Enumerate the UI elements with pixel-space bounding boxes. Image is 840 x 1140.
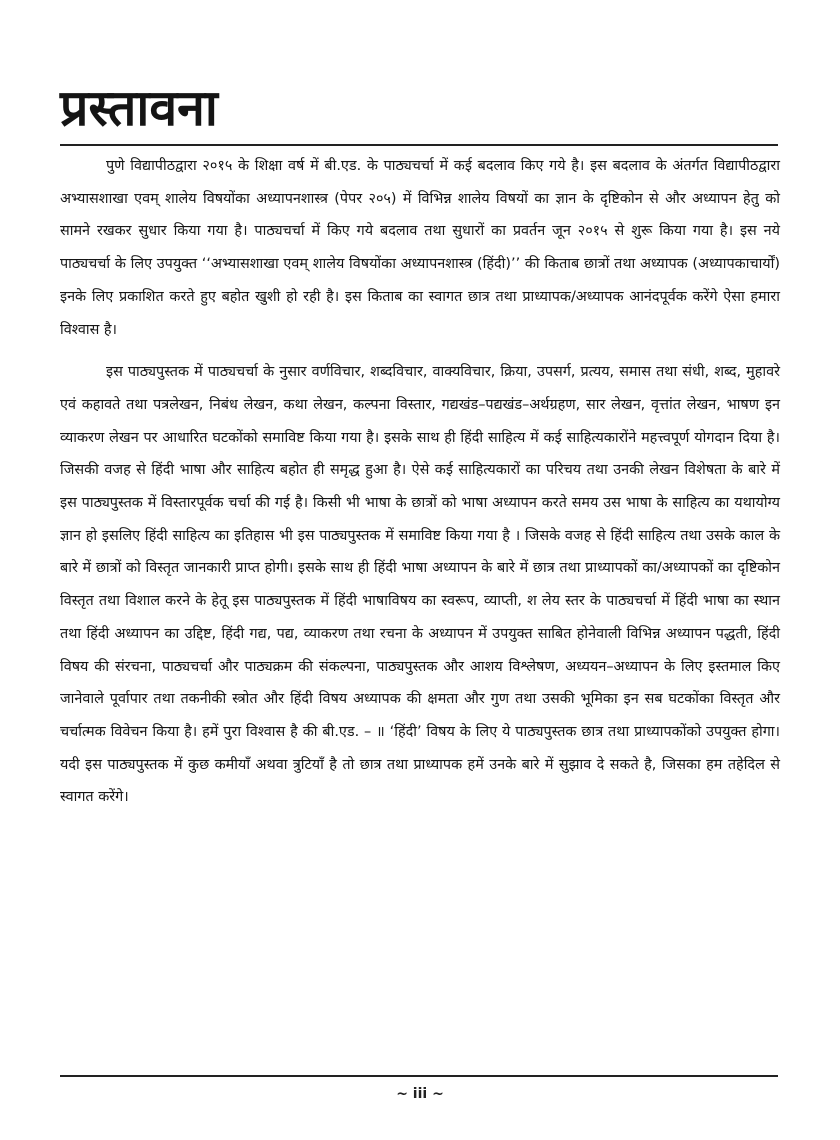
page-title: प्रस्तावना (60, 79, 218, 137)
paragraph-intro: पुणे विद्यापीठद्वारा २०१५ के शिक्षा वर्ष में बी.एड. के पाठ्यचर्चा में कई बदलाव किए गये है। इस बदलाव के अंतर्गत विद्यापीठद्वारा अभ्यासशाखा एवम् शालेय विषयोंका अध्यापनशास्त्र (पेपर २०५) में विभिन्न शालेय विषयों का ज्ञान के दृष्टिकोन से और अध्यापन हेतु को सामने रखकर सुधार किया गया है। पाठ्यचर्चा में किए गये बदलाव तथा सुधारों का प्रवर्तन जून २०१५ से शुरू किया गया है। इस नये पाठ्यचर्चा के लिए उपयुक्त ‘‘अभ्यासशाखा एवम् शालेय विषयोंका अध्यापनशास्त्र (हिंदी)’’ की किताब छात्रों तथा अध्यापक (अध्यापकाचार्यों) इनके लिए प्रकाशित करते हुए बहोत खुशी हो रही है। इस किताब का स्वागत छात्र तथा प्राध्यापक/अध्यापक आनंदपूर्वक करेंगे ऐसा हमारा विश्वास है। (60, 158, 780, 338)
document-page (60, 76, 780, 814)
title-divider (60, 144, 778, 146)
paragraph-contents: इस पाठ्यपुस्तक में पाठ्यचर्चा के नुसार वर्णविचार, शब्दविचार, वाक्यविचार, क्रिया, उपसर्ग, प्रत्यय, समास तथा संधी, शब्द, मुहावरे एवं कहावते तथा पत्रलेखन, निबंध लेखन, कथा लेखन, कल्पना विस्तार, गद्यखंड–पद्यखंड–अर्थग्रहण, सार लेखन, वृत्तांत लेखन, भाषण इन व्याकरण लेखन पर आधारित घटकोंको समाविष्ट किया गया है। इसके साथ ही हिंदी साहित्य में कई साहित्यकारोंने महत्त्वपूर्ण योगदान दिया है। जिसकी वजह से हिंदी भाषा और साहित्य बहोत ही समृद्ध हुआ है। ऐसे कई साहित्यकारों का परिचय तथा उनकी लेखन विशेषता के बारे में इस पाठ्यपुस्तक में विस्तारपूर्वक चर्चा की गई है। किसी भी भाषा के छात्रों को भाषा अध्यापन करते समय उस भाषा के साहित्य का यथायोग्य ज्ञान हो इसलिए हिंदी साहित्य का इतिहास भी इस पाठ्यपुस्तक में समाविष्ट किया गया है । जिसके वजह से हिंदी साहित्य तथा उसके काल के बारे में छात्रों को विस्तृत जानकारी प्राप्त होगी। इसके साथ ही हिंदी भाषा अध्यापन के बारे में छात्र तथा प्राध्यापकों का/अध्यापकों का दृष्टिकोन विस्तृत तथा विशाल करने के हेतू इस पाठ्यपुस्तक में हिंदी भाषाविषय का स्वरूप, व्याप्ती, श लेय स्तर के पाठ्यचर्चा में हिंदी भाषा का स्थान तथा हिंदी अध्यापन का उद्दिष्ट, हिंदी गद्य, पद्य, व्याकरण तथा रचना के अध्यापन में उपयुक्त साबित होनेवाली विभिन्न अध्यापन पद्धती, हिंदी विषय की संरचना, पाठ्यचर्चा और पाठ्यक्रम की संकल्पना, पाठ्यपुस्तक और आशय विश्लेषण, अध्ययन–अध्यापन के लिए इस्तमाल किए जानेवाले पूर्वापार तथा तकनीकी स्त्रोत और हिंदी विषय अध्यापक की क्षमता और गुण तथा उसकी भूमिका इन सब घटकोंका विस्तृत और चर्चात्मक विवेचन किया है। हमें पुरा विश्वास है की बी.एड. – ॥ ‘हिंदी’ विषय के लिए ये पाठ्यपुस्तक छात्र तथा प्राध्यापकोंको उपयुक्त होगा। यदी इस पाठ्यपुस्तक में कुछ कमीयाँ अथवा त्रुटियाँ है तो छात्र तथा प्राध्यापक हमें उनके बारे में सुझाव दे सकते है, जिसका हम तहेदिल से स्वागत करेंगे। (60, 364, 780, 806)
page-number: ~ iii ~ (396, 1086, 444, 1102)
footer-divider (60, 1075, 778, 1077)
